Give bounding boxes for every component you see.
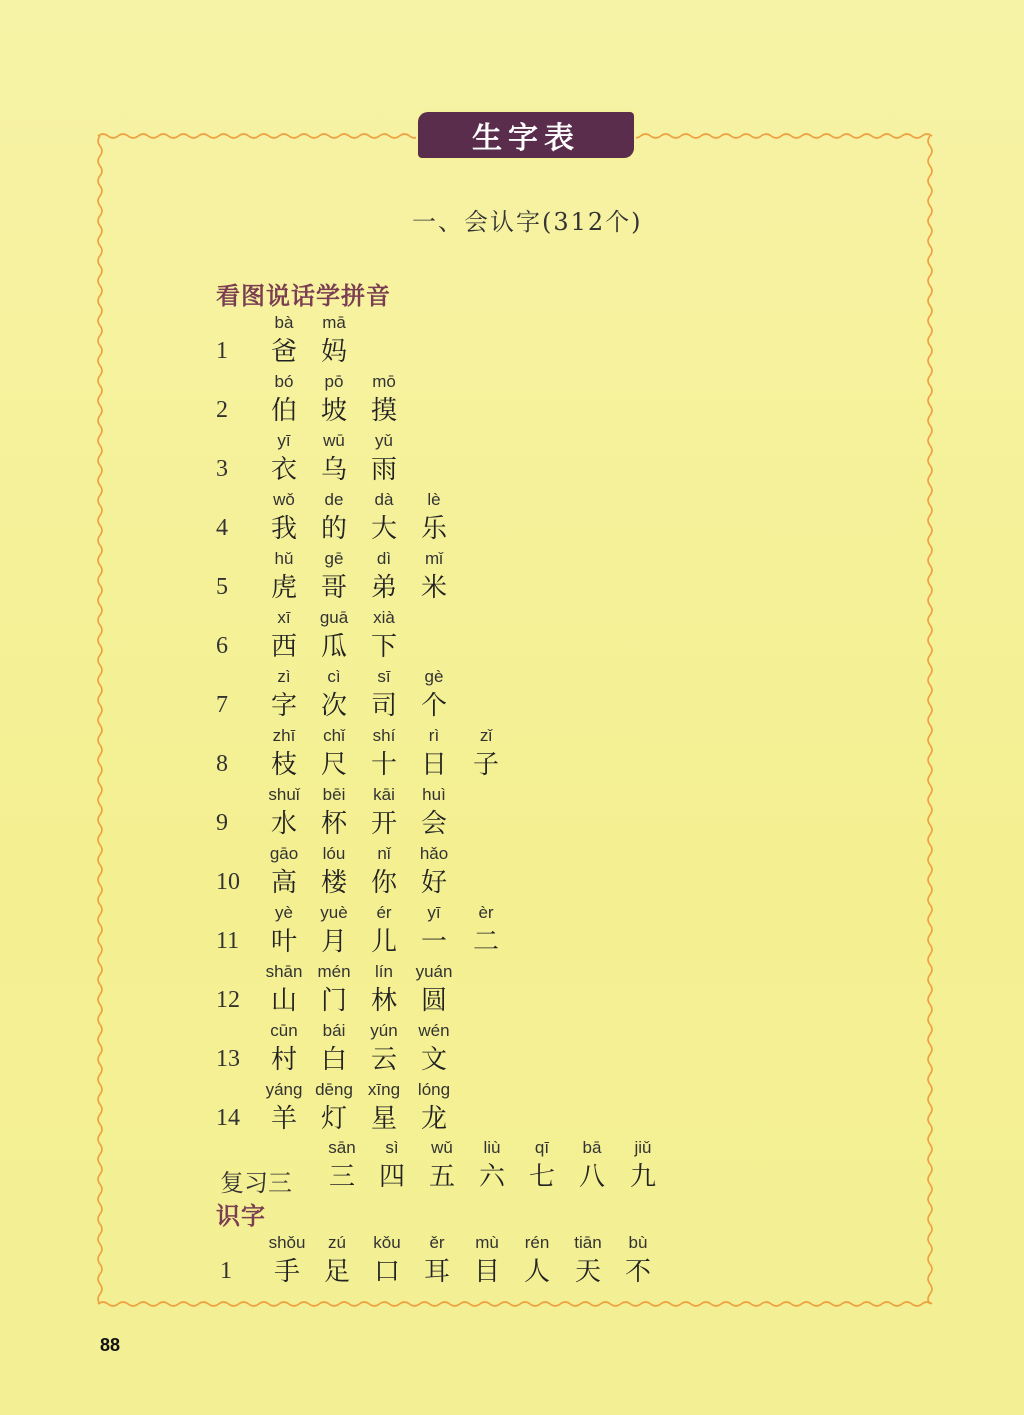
pinyin: gāo bbox=[269, 844, 299, 863]
pinyin: zì bbox=[277, 667, 291, 686]
pinyin: dēng bbox=[315, 1080, 353, 1099]
hanzi: 圆 bbox=[420, 986, 447, 1016]
character-row bbox=[0, 371, 1024, 431]
pinyin: hǔ bbox=[274, 549, 294, 568]
row-label: 14 bbox=[216, 1105, 240, 1131]
row-label: 10 bbox=[216, 869, 240, 895]
pinyin: ěr bbox=[429, 1233, 445, 1252]
hanzi: 字 bbox=[270, 691, 297, 721]
hanzi: 六 bbox=[478, 1162, 505, 1192]
pinyin: cūn bbox=[270, 1021, 298, 1040]
character-row bbox=[0, 607, 1024, 667]
hanzi: 个 bbox=[420, 691, 447, 721]
hanzi: 高 bbox=[270, 868, 297, 898]
hanzi: 枝 bbox=[270, 750, 297, 780]
pinyin: bù bbox=[628, 1233, 648, 1252]
pinyin: wén bbox=[418, 1021, 450, 1040]
character-cell bbox=[608, 1232, 668, 1290]
pinyin: bā bbox=[582, 1138, 602, 1157]
pinyin: dà bbox=[374, 490, 394, 509]
pinyin: tiān bbox=[574, 1233, 602, 1252]
pinyin: wǒ bbox=[273, 490, 295, 509]
row-label: 12 bbox=[216, 987, 240, 1013]
hanzi: 耳 bbox=[423, 1257, 450, 1287]
hanzi: 我 bbox=[270, 514, 297, 544]
page-number: 88 bbox=[100, 1335, 121, 1355]
character-cell bbox=[354, 607, 414, 665]
character-cell bbox=[404, 489, 464, 547]
title-banner bbox=[418, 112, 634, 158]
hanzi: 瓜 bbox=[320, 632, 347, 662]
character-cell bbox=[304, 312, 364, 370]
pinyin: rén bbox=[524, 1233, 550, 1252]
pinyin: shí bbox=[372, 726, 396, 745]
pinyin: yǔ bbox=[375, 431, 393, 450]
pinyin: lè bbox=[427, 490, 441, 509]
pinyin: dì bbox=[376, 549, 392, 568]
pinyin: yuán bbox=[415, 962, 453, 981]
hanzi: 虎 bbox=[270, 573, 297, 603]
pinyin: xī bbox=[277, 608, 291, 627]
pinyin: mén bbox=[317, 962, 351, 981]
hanzi: 伯 bbox=[270, 396, 297, 426]
hanzi: 四 bbox=[378, 1162, 405, 1192]
pinyin: zǐ bbox=[479, 726, 493, 745]
hanzi: 西 bbox=[270, 632, 297, 662]
character-cell bbox=[404, 961, 464, 1019]
hanzi: 尺 bbox=[320, 750, 347, 780]
hanzi: 会 bbox=[420, 809, 447, 839]
row-label: 8 bbox=[216, 751, 228, 777]
pinyin: yáng bbox=[265, 1080, 303, 1099]
character-cell bbox=[404, 725, 464, 783]
pinyin: èr bbox=[478, 903, 494, 922]
pinyin: nǐ bbox=[377, 844, 391, 863]
hanzi: 大 bbox=[370, 514, 397, 544]
pinyin: wū bbox=[323, 431, 345, 450]
hanzi: 司 bbox=[370, 691, 397, 721]
pinyin: bái bbox=[322, 1021, 346, 1040]
hanzi: 口 bbox=[373, 1257, 400, 1287]
hanzi: 三 bbox=[328, 1162, 355, 1192]
pinyin: huì bbox=[422, 785, 446, 804]
row-label: 9 bbox=[216, 810, 228, 836]
character-row bbox=[0, 548, 1024, 608]
row-label: 6 bbox=[216, 633, 228, 659]
hanzi: 乌 bbox=[320, 455, 347, 485]
hanzi: 云 bbox=[370, 1045, 397, 1075]
character-row bbox=[0, 902, 1024, 962]
hanzi: 人 bbox=[523, 1257, 550, 1287]
hanzi: 子 bbox=[472, 750, 499, 780]
hanzi: 门 bbox=[320, 986, 347, 1016]
character-row bbox=[0, 961, 1024, 1021]
character-cell bbox=[354, 430, 414, 488]
hanzi: 村 bbox=[270, 1045, 297, 1075]
character-cell bbox=[404, 548, 464, 606]
row-label: 复习三 bbox=[220, 1171, 292, 1197]
hanzi: 开 bbox=[370, 809, 397, 839]
hanzi: 好 bbox=[420, 868, 447, 898]
subsection-heading-literacy: 识字 bbox=[216, 1201, 266, 1230]
hanzi: 不 bbox=[624, 1257, 651, 1287]
pinyin: rì bbox=[428, 726, 440, 745]
pinyin: cì bbox=[327, 667, 341, 686]
pinyin: shān bbox=[265, 962, 303, 981]
pinyin: xīng bbox=[367, 1080, 401, 1099]
page-title: 生字表 bbox=[472, 121, 580, 156]
character-row bbox=[0, 1079, 1024, 1139]
hanzi: 白 bbox=[320, 1045, 347, 1075]
pinyin: mā bbox=[322, 313, 346, 332]
pinyin: zú bbox=[328, 1233, 346, 1252]
character-row bbox=[0, 312, 1024, 372]
character-cell bbox=[404, 784, 464, 842]
pinyin: lóng bbox=[417, 1080, 451, 1099]
hanzi: 足 bbox=[323, 1257, 350, 1287]
section-heading: 一、会认字(312个) bbox=[412, 208, 643, 236]
hanzi: 弟 bbox=[370, 573, 397, 603]
hanzi: 日 bbox=[420, 750, 447, 780]
pinyin: bó bbox=[274, 372, 294, 391]
hanzi: 天 bbox=[574, 1257, 601, 1287]
subsection-heading-pinyin: 看图说话学拼音 bbox=[216, 281, 391, 310]
hanzi: 水 bbox=[270, 809, 297, 839]
character-cell bbox=[354, 371, 414, 429]
character-cell bbox=[456, 902, 516, 960]
character-cell bbox=[404, 1020, 464, 1078]
pinyin: yuè bbox=[320, 903, 348, 922]
hanzi: 七 bbox=[528, 1162, 555, 1192]
pinyin: gē bbox=[324, 549, 344, 568]
pinyin: yè bbox=[275, 903, 293, 922]
hanzi: 儿 bbox=[370, 927, 397, 957]
character-cell bbox=[456, 725, 516, 783]
pinyin: bēi bbox=[322, 785, 346, 804]
character-cell bbox=[404, 843, 464, 901]
literacy-row bbox=[0, 1232, 1024, 1292]
hanzi: 五 bbox=[428, 1162, 455, 1192]
pinyin: kāi bbox=[373, 785, 395, 804]
pinyin: sī bbox=[377, 667, 391, 686]
character-cell bbox=[404, 1079, 464, 1137]
hanzi: 羊 bbox=[270, 1104, 297, 1134]
character-row bbox=[0, 666, 1024, 726]
hanzi: 你 bbox=[370, 868, 397, 898]
hanzi: 叶 bbox=[270, 927, 297, 957]
hanzi: 龙 bbox=[420, 1104, 447, 1134]
pinyin: yī bbox=[277, 431, 291, 450]
hanzi: 八 bbox=[578, 1162, 605, 1192]
character-row bbox=[0, 430, 1024, 490]
row-label: 4 bbox=[216, 515, 228, 541]
hanzi: 杯 bbox=[320, 809, 347, 839]
hanzi: 灯 bbox=[320, 1104, 347, 1134]
pinyin: guā bbox=[319, 608, 349, 627]
hanzi: 衣 bbox=[270, 455, 297, 485]
hanzi: 哥 bbox=[320, 573, 347, 603]
hanzi: 九 bbox=[629, 1162, 656, 1192]
hanzi: 月 bbox=[320, 927, 347, 957]
hanzi: 林 bbox=[370, 986, 397, 1016]
hanzi: 乐 bbox=[420, 514, 447, 544]
character-cell bbox=[404, 902, 464, 960]
pinyin: lín bbox=[375, 962, 393, 981]
pinyin: mǐ bbox=[425, 549, 443, 568]
pinyin: de bbox=[324, 490, 344, 509]
pinyin: zhī bbox=[272, 726, 296, 745]
hanzi: 楼 bbox=[320, 868, 347, 898]
hanzi: 坡 bbox=[320, 396, 347, 426]
hanzi: 米 bbox=[420, 573, 447, 603]
hanzi: 妈 bbox=[320, 337, 347, 367]
hanzi: 星 bbox=[370, 1104, 397, 1134]
pinyin: pō bbox=[324, 372, 344, 391]
pinyin: shuǐ bbox=[268, 785, 300, 804]
character-cell bbox=[404, 666, 464, 724]
hanzi: 手 bbox=[273, 1257, 300, 1287]
row-label: 3 bbox=[216, 456, 228, 482]
hanzi: 雨 bbox=[370, 455, 397, 485]
character-cell bbox=[613, 1137, 673, 1195]
hanzi: 下 bbox=[370, 632, 397, 662]
hanzi: 次 bbox=[320, 691, 347, 721]
character-row bbox=[0, 725, 1024, 785]
hanzi: 的 bbox=[320, 514, 347, 544]
pinyin: yún bbox=[370, 1021, 398, 1040]
pinyin: ér bbox=[376, 903, 392, 922]
hanzi: 爸 bbox=[270, 337, 297, 367]
hanzi: 一 bbox=[420, 927, 447, 957]
pinyin: xià bbox=[373, 608, 395, 627]
row-label: 7 bbox=[216, 692, 228, 718]
pinyin: sì bbox=[385, 1138, 399, 1157]
character-row bbox=[0, 489, 1024, 549]
row-label: 13 bbox=[216, 1046, 240, 1072]
hanzi: 二 bbox=[472, 927, 499, 957]
row-label: 2 bbox=[216, 397, 228, 423]
character-row bbox=[0, 843, 1024, 903]
pinyin: yī bbox=[427, 903, 441, 922]
pinyin: mō bbox=[372, 372, 396, 391]
hanzi: 山 bbox=[270, 986, 297, 1016]
hanzi: 目 bbox=[473, 1257, 500, 1287]
character-row bbox=[0, 1020, 1024, 1080]
pinyin: chǐ bbox=[323, 726, 345, 745]
pinyin: lóu bbox=[322, 844, 346, 863]
pinyin: sān bbox=[328, 1138, 356, 1157]
row-label: 1 bbox=[216, 338, 228, 364]
pinyin: liù bbox=[483, 1138, 501, 1157]
pinyin: kǒu bbox=[373, 1233, 401, 1252]
pinyin: wǔ bbox=[431, 1138, 453, 1157]
pinyin: mù bbox=[475, 1233, 499, 1252]
pinyin: bà bbox=[274, 313, 294, 332]
hanzi: 十 bbox=[370, 750, 397, 780]
pinyin: hǎo bbox=[419, 844, 449, 863]
row-label: 1 bbox=[220, 1258, 232, 1284]
hanzi: 文 bbox=[420, 1045, 447, 1075]
pinyin: gè bbox=[424, 667, 444, 686]
pinyin: jiǔ bbox=[634, 1138, 652, 1157]
row-label: 11 bbox=[216, 928, 240, 954]
review-row bbox=[0, 1137, 1024, 1197]
pinyin: qī bbox=[534, 1138, 550, 1157]
row-label: 5 bbox=[216, 574, 228, 600]
hanzi: 摸 bbox=[370, 396, 397, 426]
character-row bbox=[0, 784, 1024, 844]
pinyin: shǒu bbox=[268, 1233, 306, 1252]
